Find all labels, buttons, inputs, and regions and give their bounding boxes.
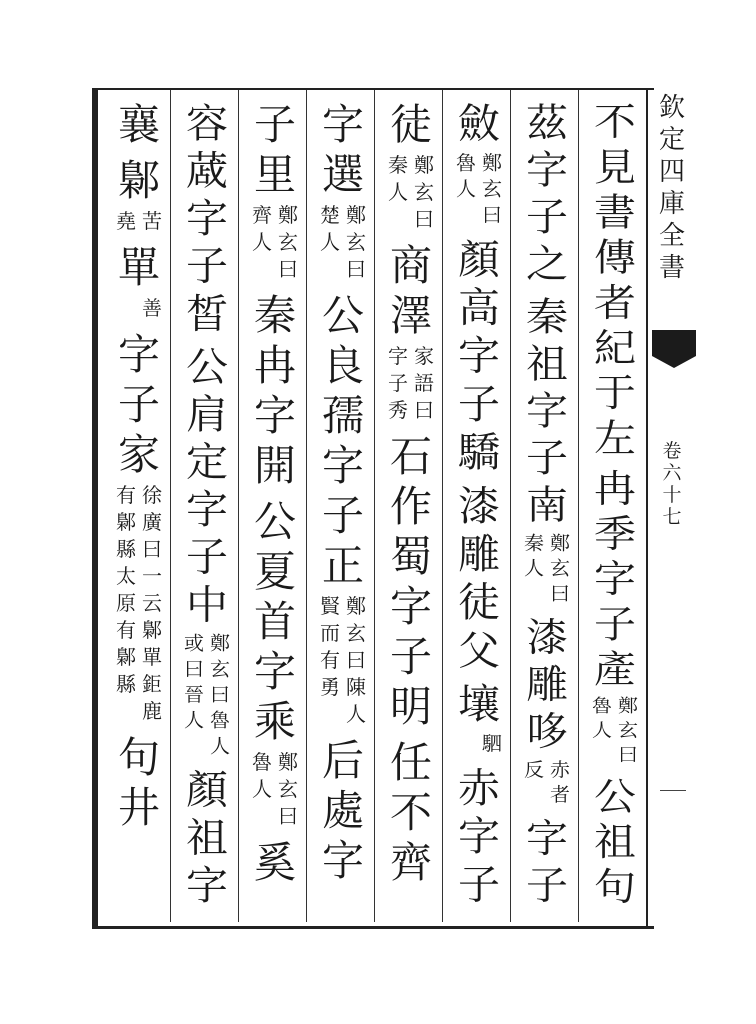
- main-char: 蒧: [185, 147, 228, 195]
- note-char: 鄭: [482, 151, 502, 175]
- main-char: 祖: [185, 814, 228, 861]
- main-char: 家: [117, 430, 160, 479]
- annotation-note: [112, 482, 164, 725]
- note-char: 鄡: [116, 645, 136, 669]
- main-char: 于: [593, 370, 636, 416]
- main-char: 后: [321, 736, 364, 785]
- main-char: 高: [457, 283, 500, 332]
- main-char: 字: [253, 391, 296, 440]
- note-char: 者: [550, 783, 570, 806]
- main-char: 子: [593, 602, 636, 647]
- annotation-line: [480, 731, 504, 757]
- main-text: [182, 100, 232, 338]
- annotation-note: [452, 731, 504, 757]
- main-text: [590, 100, 640, 461]
- main-char: 之: [525, 241, 568, 288]
- main-char: 紀: [593, 325, 636, 370]
- text-column: [242, 100, 304, 920]
- main-char: 斂: [457, 100, 500, 148]
- main-text: [318, 100, 368, 200]
- note-char: 鄭: [278, 750, 298, 774]
- margin-line: [660, 790, 686, 791]
- main-char: 子: [525, 194, 568, 241]
- main-char: 開: [253, 441, 296, 490]
- main-char: 見: [593, 145, 636, 190]
- note-char: 曰: [142, 537, 162, 561]
- main-char: 字: [457, 812, 500, 860]
- margin-char: 全: [658, 221, 685, 251]
- main-char: 肩: [185, 391, 228, 438]
- main-char: 字: [457, 332, 500, 380]
- note-char: 鄭: [346, 594, 366, 618]
- text-column: [582, 100, 644, 910]
- note-char: 曰: [184, 657, 204, 681]
- main-text: [522, 815, 572, 909]
- text-column: [378, 100, 440, 920]
- column-rule: [238, 90, 239, 922]
- note-char: 人: [252, 230, 272, 254]
- main-char: 蜀: [389, 532, 432, 581]
- main-text: [114, 100, 164, 150]
- margin-char: 六: [662, 462, 682, 484]
- annotation-line: [412, 152, 436, 233]
- main-char: 句: [593, 864, 636, 910]
- note-char: 子: [388, 371, 408, 395]
- note-char: 人: [210, 734, 230, 758]
- note-char: 人: [524, 556, 544, 580]
- main-char: 容: [185, 100, 228, 147]
- note-char: 曰: [414, 207, 434, 231]
- main-char: 茲: [525, 100, 568, 147]
- main-char: 南: [525, 481, 568, 528]
- note-char: 駟: [482, 731, 502, 755]
- note-char: 有: [116, 618, 136, 642]
- main-char: 夏: [253, 547, 296, 596]
- main-char: 鄡: [117, 156, 160, 205]
- main-char: 中: [185, 581, 228, 628]
- annotation-line: [114, 482, 138, 725]
- main-char: 處: [321, 786, 364, 835]
- annotation-note: [316, 202, 368, 283]
- annotation-note: [316, 593, 368, 728]
- main-char: 字: [117, 330, 160, 379]
- frame-right-border: [646, 88, 648, 926]
- main-char: 單: [117, 243, 160, 292]
- margin-char: 卷: [662, 440, 682, 462]
- margin-char: 四: [658, 157, 685, 187]
- margin-char: 庫: [658, 189, 685, 219]
- main-text: [250, 291, 300, 491]
- main-char: 公: [185, 343, 228, 391]
- main-char: 子: [457, 860, 500, 908]
- main-char: 字: [321, 441, 364, 490]
- main-char: 首: [253, 597, 296, 646]
- note-char: 人: [456, 177, 476, 201]
- main-char: 定: [185, 438, 228, 486]
- main-text: [454, 681, 504, 729]
- column-rule: [442, 90, 443, 922]
- main-text: [590, 775, 640, 910]
- note-char: 楚: [320, 203, 340, 227]
- margin-char: 定: [658, 125, 685, 155]
- main-text: [114, 156, 164, 206]
- note-char: 人: [388, 180, 408, 204]
- main-text: [318, 736, 368, 886]
- main-char: 漆: [525, 614, 568, 661]
- main-char: 者: [593, 280, 636, 325]
- note-char: 縣: [116, 537, 136, 561]
- note-char: 秦: [524, 531, 544, 555]
- main-char: 字: [593, 556, 636, 602]
- annotation-line: [616, 694, 640, 767]
- annotation-line: [276, 749, 300, 830]
- main-text: [250, 497, 300, 747]
- note-char: 玄: [482, 177, 502, 201]
- main-char: 字: [525, 815, 568, 862]
- main-char: 字: [321, 836, 364, 885]
- annotation-line: [548, 757, 572, 808]
- annotation-line: [114, 208, 138, 235]
- note-char: 有: [116, 483, 136, 507]
- main-char: 任: [389, 738, 432, 787]
- main-char: 明: [389, 682, 432, 731]
- note-char: 縣: [116, 672, 136, 696]
- main-char: 赤: [457, 764, 500, 812]
- main-char: 子: [185, 242, 228, 290]
- main-text: [182, 767, 232, 910]
- main-char: 良: [321, 341, 364, 390]
- annotation-note: [384, 152, 436, 233]
- main-text: [454, 764, 504, 908]
- main-char: 子: [457, 380, 500, 428]
- main-char: 顏: [457, 235, 500, 283]
- note-char: 云: [142, 591, 162, 615]
- main-char: 子: [117, 380, 160, 429]
- main-char: 井: [117, 783, 160, 832]
- note-char: 曰: [482, 203, 502, 227]
- note-char: 人: [320, 230, 340, 254]
- annotation-line: [386, 152, 410, 233]
- note-char: 鄭: [346, 203, 366, 227]
- note-char: 曰: [278, 257, 298, 281]
- annotation-line: [318, 202, 342, 283]
- note-char: 家: [414, 344, 434, 368]
- main-text: [454, 482, 504, 675]
- annotation-note: [520, 531, 572, 607]
- note-char: 賢: [320, 594, 340, 618]
- note-char: 勇: [320, 675, 340, 699]
- note-char: 徐: [142, 483, 162, 507]
- note-char: 曰: [550, 582, 570, 605]
- main-text: [386, 738, 436, 888]
- annotation-line: [480, 150, 504, 228]
- book-title: [652, 92, 692, 284]
- main-char: 子: [253, 100, 296, 149]
- main-char: 徒: [389, 100, 432, 149]
- main-char: 襄: [117, 100, 160, 149]
- main-text: [386, 100, 436, 150]
- note-char: 秦: [388, 153, 408, 177]
- main-char: 子: [389, 632, 432, 681]
- note-char: 鄭: [550, 531, 570, 555]
- annotation-note: [588, 694, 640, 767]
- note-char: 一: [142, 564, 162, 588]
- note-char: 玄: [414, 180, 434, 204]
- main-char: 公: [593, 774, 636, 819]
- note-char: 赤: [550, 758, 570, 781]
- main-text: [522, 100, 572, 288]
- annotation-note: [520, 757, 572, 808]
- main-char: 里: [253, 150, 296, 199]
- main-char: 皙: [185, 290, 228, 337]
- main-char: 壤: [457, 680, 500, 728]
- main-char: 傳: [593, 235, 636, 280]
- note-char: 魯: [456, 151, 476, 175]
- main-char: 子: [525, 434, 568, 481]
- note-char: 曰: [346, 257, 366, 281]
- annotation-line: [140, 295, 164, 322]
- note-char: 玄: [346, 621, 366, 645]
- note-char: 玄: [618, 719, 638, 742]
- main-char: 不: [389, 788, 432, 837]
- main-text: [182, 343, 232, 628]
- note-char: 曰: [346, 648, 366, 672]
- note-char: 反: [524, 758, 544, 781]
- main-char: 字: [185, 486, 228, 533]
- main-char: 選: [321, 150, 364, 199]
- main-char: 顏: [185, 766, 228, 814]
- note-char: 曰: [210, 682, 230, 706]
- note-char: 人: [252, 777, 272, 801]
- column-rule: [374, 90, 375, 922]
- main-char: 驕: [457, 428, 500, 476]
- main-char: 子: [321, 491, 364, 540]
- main-char: 公: [321, 291, 364, 340]
- note-char: 而: [320, 621, 340, 645]
- column-rule: [510, 90, 511, 922]
- main-char: 祖: [525, 340, 568, 387]
- note-char: 人: [184, 708, 204, 732]
- annotation-note: [384, 343, 436, 424]
- annotation-line: [250, 202, 274, 283]
- note-char: 原: [116, 591, 136, 615]
- main-char: 子: [525, 862, 568, 909]
- main-char: 齊: [389, 838, 432, 887]
- main-char: 字: [321, 100, 364, 149]
- main-char: 句: [117, 733, 160, 782]
- main-char: 雕: [457, 530, 500, 578]
- note-char: 有: [320, 648, 340, 672]
- annotation-line: [250, 749, 274, 830]
- annotation-line: [522, 531, 546, 607]
- note-char: 人: [592, 719, 612, 742]
- text-column: [446, 100, 508, 908]
- note-char: 秀: [388, 398, 408, 422]
- main-text: [114, 330, 164, 480]
- main-text: [250, 100, 300, 200]
- main-char: 雕: [525, 661, 568, 708]
- main-char: 秦: [253, 291, 296, 340]
- annotation-line: [318, 593, 342, 728]
- main-char: 祖: [593, 819, 636, 864]
- note-char: 齊: [252, 203, 272, 227]
- main-char: 字: [185, 861, 228, 909]
- annotation-line: [522, 757, 546, 808]
- note-char: 或: [184, 631, 204, 655]
- main-char: 字: [389, 582, 432, 631]
- main-char: 字: [253, 647, 296, 696]
- note-char: 玄: [278, 777, 298, 801]
- column-rule: [578, 90, 579, 922]
- note-char: 鄭: [618, 695, 638, 717]
- note-char: 語: [414, 371, 434, 395]
- main-char: 字: [525, 147, 568, 194]
- annotation-note: [180, 631, 232, 759]
- note-char: 字: [388, 344, 408, 368]
- annotation-line: [344, 593, 368, 728]
- note-char: 曰: [618, 743, 638, 766]
- main-text: [114, 243, 164, 293]
- main-char: 公: [253, 497, 296, 546]
- annotation-line: [454, 150, 478, 228]
- main-char: 哆: [525, 708, 568, 755]
- margin-char: 七: [662, 506, 682, 528]
- annotation-line: [412, 343, 436, 424]
- annotation-line: [386, 343, 410, 424]
- column-rule: [170, 90, 171, 922]
- note-char: 玄: [278, 230, 298, 254]
- main-text: [318, 291, 368, 591]
- note-char: 晉: [184, 682, 204, 706]
- annotation-note: [112, 208, 164, 235]
- main-char: 子: [185, 533, 228, 581]
- margin-char: 欽: [658, 93, 685, 123]
- text-column: [174, 100, 236, 909]
- note-char: 廣: [142, 510, 162, 534]
- note-char: 魯: [252, 750, 272, 774]
- main-char: 商: [389, 241, 432, 290]
- main-char: 字: [525, 387, 568, 434]
- note-char: 陳: [346, 675, 366, 699]
- note-char: 善: [142, 296, 162, 320]
- main-char: 冉: [593, 466, 636, 511]
- main-text: [114, 733, 164, 833]
- margin-char: 書: [658, 253, 685, 283]
- annotation-line: [182, 631, 206, 759]
- main-char: 乘: [253, 697, 296, 746]
- annotation-line: [548, 531, 572, 607]
- note-char: 玄: [550, 556, 570, 580]
- main-char: 漆: [457, 482, 500, 530]
- note-char: 玄: [346, 230, 366, 254]
- main-char: 孺: [321, 391, 364, 440]
- main-char: 正: [321, 541, 364, 590]
- margin-char: 十: [662, 484, 682, 506]
- note-char: 鹿: [142, 699, 162, 723]
- main-char: 徒: [457, 578, 500, 626]
- main-char: 作: [389, 482, 432, 531]
- main-text: [522, 614, 572, 755]
- annotation-line: [140, 208, 164, 235]
- annotation-note: [452, 150, 504, 228]
- note-char: 人: [346, 702, 366, 726]
- main-char: 產: [593, 647, 636, 692]
- note-char: 鄭: [278, 203, 298, 227]
- main-text: [386, 432, 436, 732]
- main-text: [250, 838, 300, 888]
- main-char: 書: [593, 190, 636, 235]
- note-char: 鄭: [414, 153, 434, 177]
- column-rule: [306, 90, 307, 922]
- juan-number: [660, 440, 684, 528]
- main-char: 石: [389, 432, 432, 481]
- note-char: 魯: [592, 695, 612, 717]
- annotation-line: [344, 202, 368, 283]
- note-char: 鄭: [210, 631, 230, 655]
- text-column: [514, 100, 576, 909]
- text-column: [310, 100, 372, 920]
- fishtail-mark: [652, 330, 696, 356]
- note-char: 魯: [210, 708, 230, 732]
- note-char: 曰: [414, 398, 434, 422]
- main-char: 不: [593, 100, 636, 145]
- annotation-note: [248, 749, 300, 830]
- main-text: [454, 100, 504, 148]
- note-char: 曰: [278, 804, 298, 828]
- main-text: [590, 467, 640, 693]
- main-text: [386, 241, 436, 341]
- annotation-line: [140, 482, 164, 725]
- note-char: 單: [142, 645, 162, 669]
- main-char: 澤: [389, 291, 432, 340]
- annotation-line: [590, 694, 614, 767]
- main-text: [454, 236, 504, 477]
- note-char: 玄: [210, 657, 230, 681]
- main-char: 奚: [253, 838, 296, 887]
- annotation-note: [248, 202, 300, 283]
- annotation-line: [276, 202, 300, 283]
- main-char: 左: [593, 416, 636, 461]
- annotation-line: [208, 631, 232, 759]
- main-char: 字: [185, 195, 228, 242]
- main-char: 季: [593, 511, 636, 557]
- note-char: 苦: [142, 209, 162, 233]
- note-char: 堯: [116, 209, 136, 233]
- annotation-note: [112, 295, 164, 322]
- note-char: 鄡: [142, 618, 162, 642]
- note-char: 鄡: [116, 510, 136, 534]
- text-column: [106, 100, 168, 920]
- main-char: 冉: [253, 341, 296, 390]
- note-char: 鉅: [142, 672, 162, 696]
- main-char: 父: [457, 626, 500, 674]
- note-char: 太: [116, 564, 136, 588]
- main-char: 秦: [525, 293, 568, 340]
- main-text: [522, 294, 572, 529]
